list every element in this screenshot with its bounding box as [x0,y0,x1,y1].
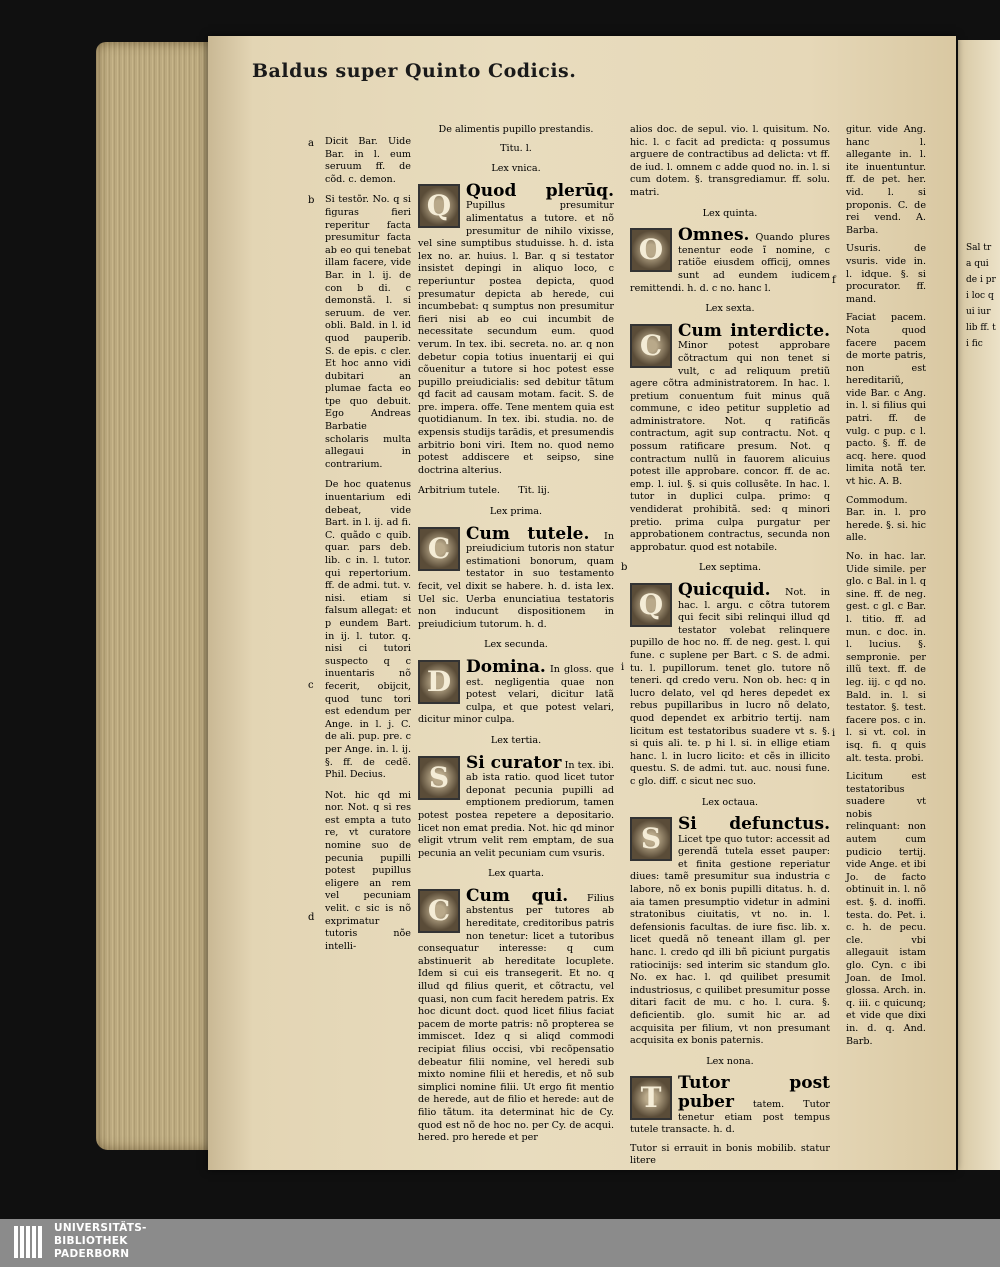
decorated-initial: C [630,324,672,368]
marker-a: a [308,138,314,149]
right-margin-notes [846,124,926,1054]
decorated-initial: T [630,1076,672,1120]
gloss-a: Dicit Bar. Uide Bar. in l. eum seruum ff. de cõd. c. demon. [325,136,411,185]
library-name [54,1222,147,1261]
titulus: Titu. l. [500,142,532,154]
library-footer [0,1219,1000,1267]
gloss-d: Not. hic qd mi nor. Not. q si res est empta a tuto re, vt curatore nomine suo de pecunia pupilli potest pupillus eligere an rem vel pecuniam velit. c sic is nõ exprimatur tutoris nõe intelli- [325,789,411,952]
decorated-initial: Q [630,583,672,627]
lex-heading: Lex tertia. [490,734,542,746]
library-line-2: BIBLIOTHEK [54,1235,128,1247]
lex-title: Si defunctus. [678,814,830,835]
lex-title: Omnes. [678,225,750,246]
lex-heading: Lex prima. [489,506,543,518]
lex-heading: Lex sexta. [705,303,755,315]
lex-title: Cum tutele. [466,523,590,544]
lex-text: Filius abstentus per tutores ab hereditate, creditoribus patris non tenetur: licet a tutoribus consequatur interesse: q cum abstinuerit ab hereditate locuplete. Idem si cui eis transegerit. Et no. q illud qd filius querit, et cõtractu, vel quasi, non cum facit heredem patris. Ex hoc dicunt doct. quod licet filius faciat pacem de morte patris: nõ propterea se immiscet. Idez q si aliqd commodi recipiat filius occisi, vbi recõpensatio debeatur filii nomine, vel heredi sub mixto nomine filii et heredis, et nõ sub simplici nomine filii. Ut ergo fit mentio de herede, aut de filio et herede: aut de filio tãtum. ita determinat hic de Cy. quod est nõ de hoc no. per Cy. de acqui. hered. pro herede et per [418,892,614,1144]
lex-heading: Lex septima. [698,562,762,574]
library-line-1: UNIVERSITÄTS- [54,1222,147,1234]
lex-heading: Lex vnica. [491,163,541,175]
lex-title: Tutor post puber [678,1073,830,1112]
lex-title: Domina. [466,656,546,677]
lex-heading: Lex secunda. [484,639,548,651]
decorated-initial: C [418,889,460,933]
marker-d: d [308,912,315,923]
page-title: Baldus super Quinto Codicis. [252,60,577,82]
library-line-3: PADERBORN [54,1248,130,1260]
library-logo-icon [14,1226,44,1258]
lex-text: Licet tpe quo tutor: accessit ad gerendã tutela esset pauper: et finita gestione reperiatur diues: tamẽ presumitur sua industria c labore, nõ ex bonis pupilli ditatus. h. d. aia tamen presumptio videtur in admini stratonibus ciuitatis, vt no. in. l. defensionis facultas. de iure fisc. lib. x. licet quedã nõ teneant illam gl. per hanc. l. credo qd illi bñ piciunt purgatis ratiocinijs: sed interim sic standum glo. No. ex hac. l. qd quilibet presumit industriosus, c quilibet presumitur posse ditari facit de mu. c ho. l. cura. §. deficientib. glo. sumit hic ar. ad acquisita per filium, vt non presumant acquisita ex bonis paternis. [630,833,830,1047]
decorated-initial: C [418,527,460,571]
decorated-initial: Q [418,184,460,228]
lex-text: Not. in hac. l. argu. c cõtra tutorem qui fecit sibi relinqui illud qd testator volebat relinquere pupillo de hoc no. ff. de neg. gest. l. qui fune. c suplene per Bart. c S. de admi. tu. l. pupillorum. tenet glo. tutore nõ teneri. qd credo veru. Non ob. hec: q in lucro delato, vel qd heres depedet ex rebus pupillaribus in lucro nõ delato, quod dependet ex arbitrio tertij. nam licitum est testatoribus suadere vt s. §. si quis ali. te. p hi l. si. in ellige etiam hanc. l. in lucro licito: et cẽs in illicito questu. S. de admi. tut. auc. nousi fune. c glo. diff. c sicut nec suo. [630,587,830,787]
last-line: Tutor si errauit in bonis mobilib. statur litere [630,1142,830,1167]
middle-column [418,124,614,1151]
rubric: De alimentis pupillo prestandis. [438,124,594,135]
gloss-b: Si testõr. No. q si figuras fieri reperitur facta presumitur facta ab eo qui tenebat illam facere, vide Bar. in l. ij. de con b di. c demonstã. l. si seruum. de ver. obli. Bald. in l. id quod pauperib. S. de epis. c cler. Et hoc anno vidi dubitari an plumae facta eo tpe quo debuit. Ego Andreas Barbatie scholaris multa allegaui in contrarium. [325,194,411,470]
left-margin-notes [325,136,411,959]
gloss-r2: Usuris. de vsuris. vide in. l. idque. §. si procurator. ff. mand. [846,243,926,305]
gloss-r1: gitur. vide Ang. hanc l. allegante in. l. ite inuentuntur. ff. de pet. her. vid. l. si proponis. C. de rei vend. A. Barba. [846,124,926,236]
gloss-c: De hoc quatenus inuentarium edi debeat, vide Bart. in l. ij. ad fi. C. quãdo c quib. quar. pars deb. lib. c in. l. tutor. qui repertorium. ff. de admi. tut. v. nisi. etiam si falsum allegat: et p eundem Bart. in ij. l. tutor. q. nisi ci tutori suspecto q c inuentaris nõ fecerit, obijcit, quod tunc tori est edendum per Ange. in l. j. C. de ali. pup. pre. c per Ange. in. l. ij. §. ff. de cedẽ. Phil. Decius. [325,479,411,781]
lex-title: Quod plerūq. [466,180,614,201]
marker-b: b [308,195,315,206]
gloss-r4: Commodum. Bar. in. l. pro herede. §. si. hic alle. [846,494,926,544]
lex-heading: Lex nona. [706,1055,754,1067]
marker-b2: b [621,562,628,573]
lex-title: Si curator [466,752,562,773]
lex-title: Quicquid. [678,580,771,600]
decorated-initial: O [630,228,672,272]
lex-text: In gloss. que est. negligentia quae non potest velari, dicitur latã culpa, et que potest velari, dicitur minor culpa. [418,663,614,726]
marker-f: f [832,275,836,286]
lex-text: Quando plures tenentur eode ĩ nomine, c ratiõe eiusdem officij, omnes sunt ad eundem iudicem remittendi. h. d. c no. hanc l. [630,232,830,294]
lex-title: Cum interdicte. [678,320,830,341]
lex-text: Pupillus presumitur alimentatus a tutore. et nõ presumitur de nihilo vixisse, vel sine sumptibus studuisse. h. d. ista lex no. ar. huius. l. Bar. q si testator insistet depingi in aliquo loco, c reperiuntur postea depicta, quod presumatur depicta ab herede, cui incumbebat: q sumptus non presumitur fieri nisi ab eo cui incumbit de necessitate secundum eum. quod verum. In tex. ibi. secreta. no. ar. q non debetur copia totius inuentarij ei qui cõuenitur a tutore si hoc potest esse pupillo preiudicialis: sed debitur tãtum qd facit ad causam motam. facit. S. de pre. impera. offe. Tene mentem quia est quotidianum. In tex. ibi. studia. no. de expensis studijs tarādis, et presumendis arbitrio boni viri. Item no. quod nemo potest addiscere et seipso, sine doctrina alterius. [418,200,614,476]
lex-text: tatem. Tutor tenetur etiam post tempus tutele transacte. h. d. [630,1098,830,1136]
facing-page-edge [958,40,1000,1170]
decorated-initial: S [418,756,460,800]
marker-c: c [308,680,314,691]
lex-text: In tex. ibi. ab ista ratio. quod licet tutor deponat pecunia pupilli ad emptionem prediorum, tamen potest postea repetere a depositario. licet non emat predia. Not. hic qd minor eligit vtrum velit rem emptam, de sua pecunia an velit pecuniam cum vsuris. [418,759,614,859]
lex-heading: Lex quinta. [702,207,758,219]
arbitrium-title: Arbitrium tutele. [418,485,500,497]
gloss-r3: Faciat pacem. Nota quod facere pacem de morte patris, non est hereditariũ, vide Bar. c Ang. in. l. si filius qui patri. ff. de vulg. c pup. c l. pacto. §. ff. de acq. here. quod limita notã ter. vt hic. A. B. [846,312,926,488]
gloss-r6: Licitum est testatoribus suadere vt nobis relinquant: non autem cum pudicio tertij. vide Ange. et ibi Jo. de facto obtinuit in. l. nõ est. §. d. inoffi. testa. do. Pet. i. c. h. de pecu. cle. vbi allegauit istam glo. Cyn. c ibi Joan. de Imol. glossa. Arch. in. q. iii. c quicunq; et vide que dixi in. d. q. And. Barb. [846,771,926,1047]
lex-heading: Lex octaua. [701,796,759,808]
right-column [630,124,830,1174]
gloss-r5: No. in hac. lar. Uide simile. per glo. c Bal. in l. q sine. ff. de neg. gest. c gl. c Bar. l. titio. ff. ad mun. c doc. in. l. lucius. §. sempronie. per illũ text. ff. de leg. iij. c qd no. Bald. in. l. si testator. §. test. facere pos. c in. l. si vt. col. in isq. fi. q quis alt. testa. probi. [846,551,926,764]
titulus-2: Tit. lij. [518,485,550,497]
facing-page-fragments: Sal tra qui de i pri loc qui iur lib ff. ti fic [966,243,996,349]
lex-text: In preiudicium tutoris non statur estimationi bonorum, quam testator in suo testamento fecit, vel dixit se habere. h. d. ista lex. Uel sic. Uerba enunciatiua testatoris non inducunt dispositionem in preiudicium tutorum. h. d. [418,530,614,630]
continuation-text: alios doc. de sepul. vio. l. quisitum. No. hic. l. c facit ad predicta: q possumus arguere de contractibus ad delicta: vt ff. de iud. l. omnem c adde quod no. in. l. si cum dotem. §. transgrediamur. ff. solu. matri. [630,124,830,198]
decorated-initial: S [630,817,672,861]
marker-i2: i [832,728,836,739]
decorated-initial: D [418,660,460,704]
lex-heading: Lex quarta. [488,868,544,880]
lex-text: Minor potest approbare cõtractum qui non tenet si vult, c ad reliquum pretiũ agere cõtra administratorem. In hac. l. pretium conuentum fuit minus quã commune, c ideo petitur suppletio ad administratore. Not. q ratificãs contractum, agit sup contractu. Not. q possum ratificare presum. Not. q contractum nullũ in fauorem alicuius potest ille approbare. concor. ff. de ac. emp. l. iul. §. si quis collusẽte. In hac. l. tutor in duplici culpa. primo: q vendiderat prohibitã. sed: q minori pretio. prima culpa purgatur per approbationem contractus, secunda non approbatur. quod est notabile. [630,340,830,553]
lex-title: Cum qui. [466,885,569,906]
marker-i: i [621,662,625,673]
book-page-edges [96,42,212,1150]
